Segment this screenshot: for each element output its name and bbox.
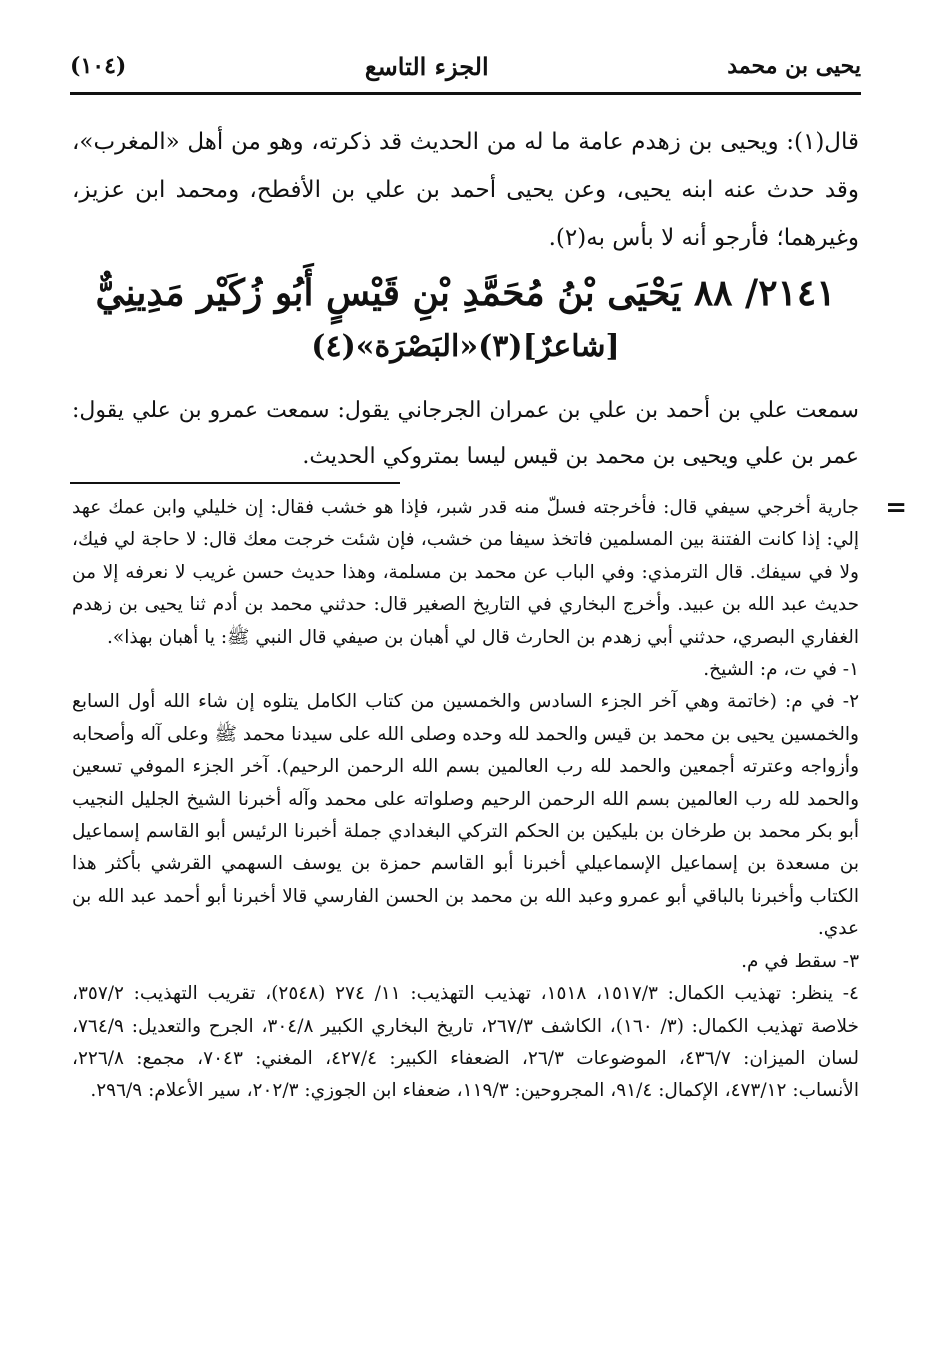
continuation-marker: = — [885, 493, 907, 523]
running-head-entry: يحيى بن محمد — [727, 53, 861, 79]
footnote-2: ٢- في م: (خاتمة وهي آخر الجزء السادس والخمسين من كتاب الكامل يتلوه إن شاء الله أول السابع والخمسين يحيى بن محمد بن قيس والحمد لله وحده وصلى الله على سيدنا محمد ﷺ وعلى آله وأصحابه وأزواجه وعترته أجمعين والحمد لله رب العالمين بسم الله الرحمن الرحيم). آخر الجزء الموفي تسعين والحمد لله رب العالمين بسم الله الرحمن الرحيم وصلواته على محمد وآله أخبرنا الشيخ الجليل النجيب أبو بكر محمد بن طرخان بن بليكين بن الحكم التركي البغدادي جملة أخبرنا الرئيس أبو القاسم إسماعيل بن مسعدة بن إسماعيل الإسماعيلي أخبرنا أبو القاسم حمزة بن يوسف السهمي القرشي بأكثر هذا الكتاب وأخبرنا بالباقي أبو عمرو وعبد الله بن محمد بن الحسن الفارسي قالا أخبرنا أبو أحمد عبد الله بن عدي. — [72, 691, 859, 940]
footnote-3: ٣- سقط في م. — [741, 950, 859, 972]
footnote-continuation — [72, 492, 907, 654]
footnotes-section — [72, 492, 907, 1108]
narration-paragraph — [72, 388, 859, 480]
running-head-volume: الجزء التاسع — [364, 51, 489, 81]
page-number: (١٠٤) — [70, 53, 127, 79]
footnote-separator — [70, 482, 400, 484]
entry-heading — [60, 262, 871, 370]
footnote-1: ١- في ت، م: الشيخ. — [703, 659, 859, 681]
footnote-4: ٤- ينظر: تهذيب الكمال: ١٥١٧/٣، ١٥١٨، تهذيب التهذيب: ١١/ ٢٧٤ (٢٥٤٨)، تقريب التهذيب: ٣٥٧/٢، خلاصة تهذيب الكمال: (٣/ ١٦٠)، الكاشف ٢٦٧/٣، تاريخ البخاري الكبير ٣٠٤/٨، الجرح والتعديل: ٧٦٤/٩، لسان الميزان: ٤٣٦/٧، الموضوعات ٢٦/٣، الضعفاء الكبير: ٤٢٧/٤، المغني: ٧٠٤٣، مجمع: ٢٢٦/٨، الأنساب: ٤٧٣/١٢، الإكمال: ٩١/٤، المجروحين: ١١٩/٣، ضعفاء ابن الجوزي: ٢٠٢/٣، سير الأعلام: ٢٩٦/٩. — [72, 983, 860, 1102]
entry-title: ٢١٤١/ ٨٨ يَحْيَى بْنُ مُحَمَّدِ بْنِ قَيْسٍ أَبُو زُكَيْر مَدِينِيٌّ — [95, 272, 836, 314]
body-paragraph — [72, 118, 859, 262]
entry-subtitle: [شاعرٌ](٣)«البَصْرَة»(٤) — [311, 329, 620, 364]
body-paragraph-text: قال(١): ويحيى بن زهدم عامة ما له من الحديث قد ذكرته، وهو من أهل «المغرب»، وقد حدث عنه ابنه يحيى، وعن يحيى أحمد بن علي بن الأفطح، ومحمد ابن عزيز، وغيرهما؛ فأرجو أنه لا بأس به(٢). — [72, 129, 859, 251]
footnote-continuation-text: جارية أخرجي سيفي قال: فأخرجته فسلّ منه قدر شبر، فإذا هو خشب فقال: إن خليلي وابن عمك عهد إلي: إذا كانت الفتنة بين المسلمين فاتخذ سيفا من خشب، فإن شئت خرجت معك قال: لا حاجة لي فيك، ولا في سيفك. قال الترمذي: وفي الباب عن محمد بن مسلمة، وهذا حديث حسن غريب لا نعرفه إلا من حديث عبد الله بن عبيد. وأخرج البخاري في التاريخ الصغير قال: حدثني محمد بن أدم ثنا يحيى بن زهدم الغفاري البصري، حدثني أبي زهدم بن الحارث قال لي أهبان بن صيفي قال النبي ﷺ: يا أهبان بهذا». — [72, 497, 859, 648]
narration-text: سمعت علي بن أحمد بن علي بن عمران الجرجاني يقول: سمعت عمرو بن علي يقول: عمر بن علي ويحيى بن محمد بن قيس ليسا بمتروكي الحديث. — [72, 398, 859, 469]
page-header — [70, 40, 861, 95]
